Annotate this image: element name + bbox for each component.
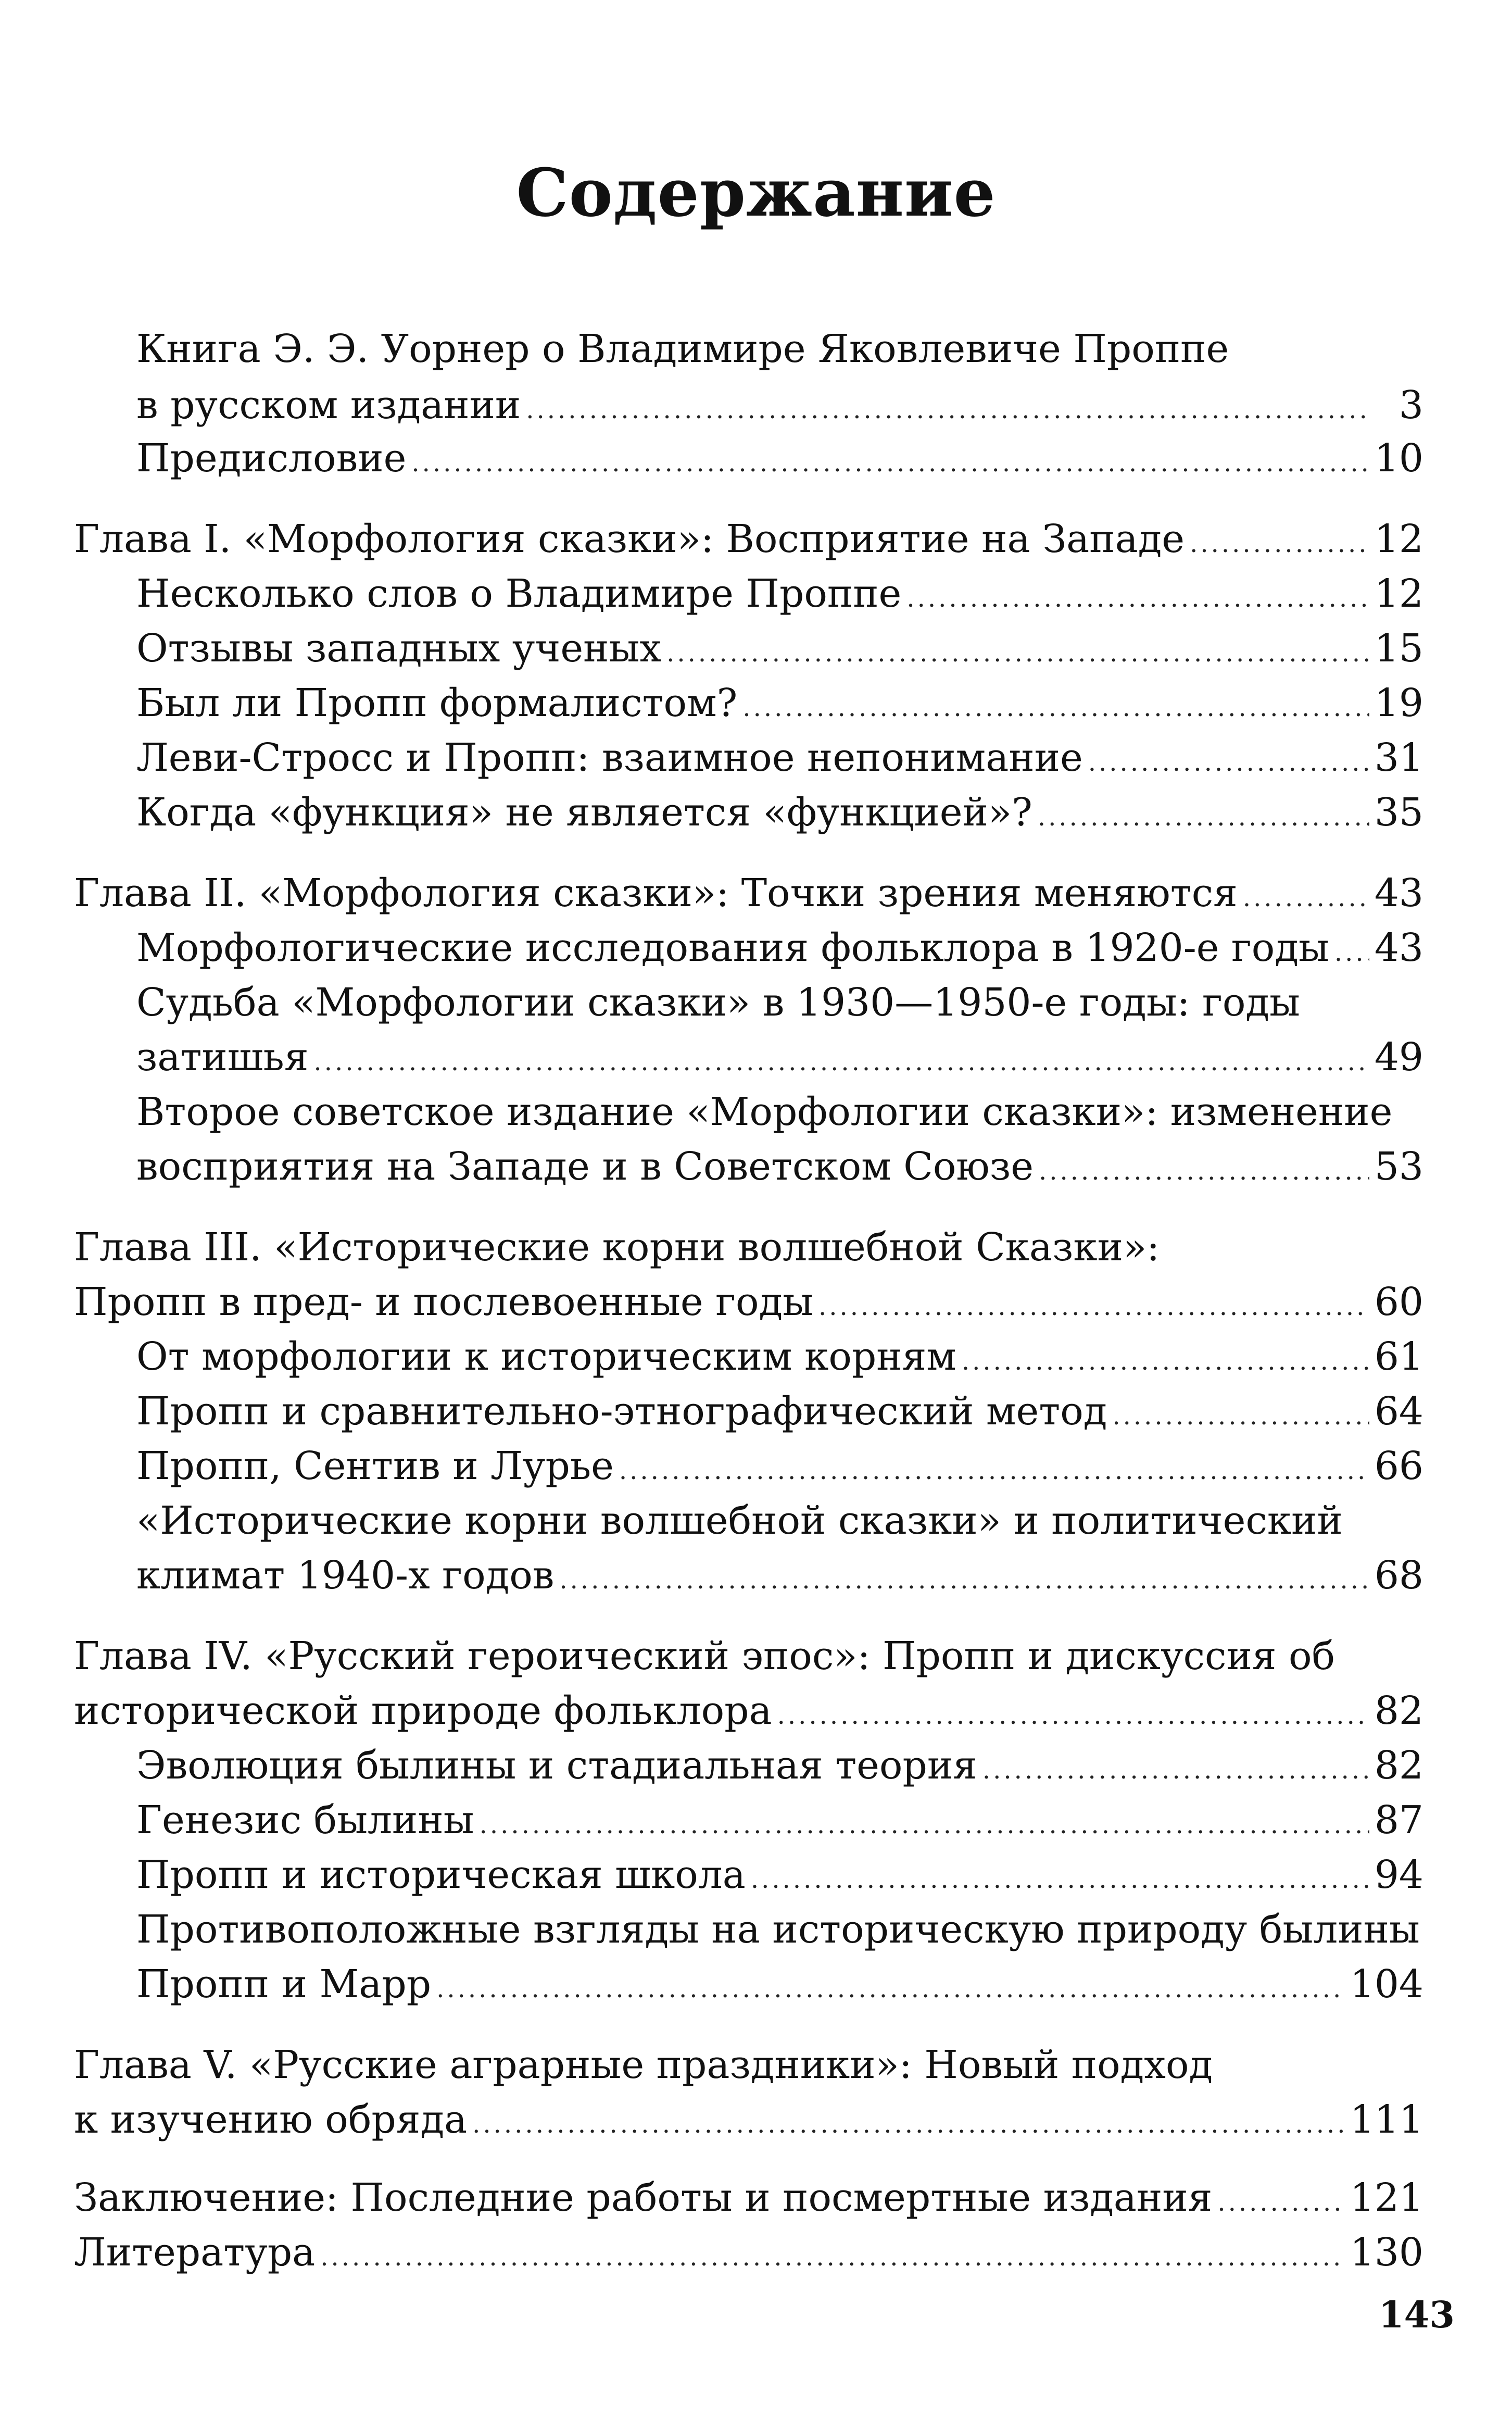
- leader-dots: [751, 1853, 1369, 1906]
- toc-page-number: 82: [1374, 1688, 1423, 1733]
- toc-entry-ch3-s4[interactable]: [136, 1549, 1423, 1606]
- leader-dots: [742, 682, 1369, 734]
- toc-entry-title: в русском издании: [136, 383, 521, 428]
- toc-entry-title: Предисловие: [136, 436, 407, 481]
- toc-page-number: 19: [1374, 681, 1423, 725]
- leader-dots: [1243, 872, 1369, 924]
- toc-page-number: 53: [1374, 1144, 1423, 1189]
- toc-page-number: 87: [1374, 1798, 1423, 1843]
- leader-dots: [480, 1799, 1369, 1851]
- toc-entry-ch3-s2[interactable]: [136, 1385, 1423, 1442]
- toc-entry-ch2-s2-line1: Судьба «Морфологии сказки» в 1930—1950-е годы: годы: [136, 980, 1300, 1025]
- toc-entry-literature[interactable]: [74, 2226, 1423, 2283]
- toc-entry-ch4-s5[interactable]: [136, 1958, 1423, 2015]
- leader-dots: [777, 1689, 1369, 1742]
- toc-chapter-4-line1: Глава IV. «Русский героический эпос»: Пропп и дискуссия об: [74, 1634, 1335, 1679]
- toc-chapter-3-line1: Глава III. «Исторические корни волшебной Сказки»:: [74, 1225, 1160, 1270]
- toc-entry-ch4-s3[interactable]: [136, 1849, 1423, 1906]
- toc-page-number: 3: [1398, 383, 1423, 428]
- leader-dots: [906, 572, 1369, 624]
- toc-entry-title: Морфологические исследования фольклора в 1920-е годы: [136, 925, 1329, 970]
- toc-entry-ch3-s4-line1: «Исторические корни волшебной сказки» и политический: [136, 1498, 1343, 1543]
- toc-entry-title: Пропп в пред- и послевоенные годы: [74, 1280, 813, 1324]
- toc-entry-ch1-s2[interactable]: [136, 622, 1423, 679]
- toc-page-number: 43: [1374, 871, 1423, 916]
- toc-entry-title: затишья: [136, 1035, 309, 1080]
- toc-chapter-2[interactable]: [74, 867, 1423, 924]
- toc-page-number: 10: [1374, 436, 1423, 481]
- leader-dots: [1038, 791, 1369, 843]
- toc-entry-title: Пропп и сравнительно-этнографический метод: [136, 1389, 1107, 1434]
- toc-entry-ch1-s4[interactable]: [136, 732, 1423, 788]
- toc-chapter-1[interactable]: [74, 513, 1423, 570]
- toc-entry-title: Литература: [74, 2230, 316, 2275]
- toc-page-number: 61: [1374, 1334, 1423, 1379]
- toc-entry-title: Отзывы западных ученых: [136, 626, 662, 671]
- toc-entry-preface[interactable]: [136, 432, 1423, 489]
- toc-page-number: 94: [1374, 1852, 1423, 1897]
- toc-entry-ch4-s2[interactable]: [136, 1794, 1423, 1851]
- toc-entry-title: Противоположные взгляды на историческую природу былины: [136, 1907, 1420, 1952]
- toc-page-number: 68: [1374, 1553, 1423, 1598]
- leader-dots: [472, 2098, 1345, 2150]
- toc-page-number: 15: [1374, 626, 1423, 671]
- toc-entry-title: Глава II. «Морфология сказки»: Точки зрения меняются: [74, 871, 1238, 916]
- toc-entry-ch2-s3-line1: Второе советское издание «Морфологии сказки»: изменение: [136, 1089, 1393, 1134]
- toc-page-number: 82: [1374, 1743, 1423, 1788]
- leader-dots: [436, 1963, 1345, 2015]
- leader-dots: [1039, 1145, 1369, 1197]
- toc-entry-intro[interactable]: [136, 379, 1423, 436]
- toc-entry-ch4-s1[interactable]: [136, 1739, 1423, 1796]
- toc-entry-title: Эволюция былины и стадиальная теория: [136, 1743, 977, 1788]
- toc-entry-title: к изучению обряда: [74, 2097, 468, 2142]
- toc-entry-ch1-s1[interactable]: [136, 568, 1423, 624]
- leader-dots: [526, 384, 1371, 436]
- toc-page-number: 64: [1374, 1389, 1423, 1434]
- toc-entry-title: Пропп и историческая школа: [136, 1852, 746, 1897]
- page-number: 143: [1378, 2293, 1455, 2336]
- toc-page-number: 35: [1374, 790, 1423, 835]
- leader-dots: [1217, 2176, 1344, 2228]
- toc-entry-conclusion[interactable]: [74, 2172, 1423, 2228]
- toc-page-number: 49: [1374, 1035, 1423, 1080]
- toc-entry-ch4-s4[interactable]: [136, 1903, 1423, 1960]
- toc-chapter-5[interactable]: [74, 2094, 1423, 2150]
- toc-page-number: 104: [1350, 1962, 1423, 2007]
- toc-entry-ch1-s5[interactable]: [136, 786, 1423, 843]
- toc-entry-title: Пропп, Сентив и Лурье: [136, 1444, 614, 1488]
- toc-page-number: 121: [1350, 2175, 1423, 2220]
- toc-chapter-5-line1: Глава V. «Русские аграрные праздники»: Новый подход: [74, 2043, 1213, 2087]
- toc-chapter-3[interactable]: [74, 1276, 1423, 1333]
- toc-page-number: 43: [1374, 925, 1423, 970]
- leader-dots: [666, 627, 1369, 679]
- toc-page-number: 111: [1350, 2097, 1423, 2142]
- leader-dots: [818, 1281, 1369, 1333]
- leader-dots: [320, 2231, 1344, 2283]
- leader-dots: [1334, 926, 1369, 979]
- toc-entry-title: климат 1940-х годов: [136, 1553, 555, 1598]
- leader-dots: [559, 1554, 1369, 1606]
- leader-dots: [962, 1335, 1369, 1387]
- leader-dots: [314, 1036, 1369, 1088]
- toc-entry-title: Глава I. «Морфология сказки»: Восприятие на Западе: [74, 517, 1185, 561]
- toc-page-number: 130: [1350, 2230, 1423, 2275]
- toc-page-number: 12: [1374, 571, 1423, 616]
- toc-entry-title: Когда «функция» не является «функцией»?: [136, 790, 1032, 835]
- toc-entry-ch2-s3[interactable]: [136, 1141, 1423, 1197]
- toc-entry-title: восприятия на Западе и в Советском Союзе: [136, 1144, 1034, 1189]
- toc-page-number: 66: [1374, 1444, 1423, 1488]
- toc-entry-title: Пропп и Марр: [136, 1962, 432, 2007]
- toc-entry-title: Заключение: Последние работы и посмертные издания: [74, 2175, 1213, 2220]
- toc-entry-title: исторической природе фольклора: [74, 1688, 772, 1733]
- page-title: Содержание: [516, 154, 996, 231]
- toc-entry-ch3-s3[interactable]: [136, 1440, 1423, 1497]
- toc-entry-title: От морфологии к историческим корням: [136, 1334, 956, 1379]
- toc-entry-title: Генезис былины: [136, 1798, 474, 1843]
- toc-entry-title: Несколько слов о Владимире Проппе: [136, 571, 902, 616]
- toc-entry-title: Леви-Стросс и Пропп: взаимное непонимание: [136, 735, 1083, 780]
- toc-entry-ch1-s3[interactable]: [136, 677, 1423, 734]
- toc-page-number: 60: [1374, 1280, 1423, 1324]
- toc-entry-title: Был ли Пропп формалистом?: [136, 681, 738, 725]
- leader-dots: [1088, 736, 1369, 788]
- leader-dots: [1190, 518, 1369, 570]
- toc-entry-ch3-s1[interactable]: [136, 1331, 1423, 1387]
- toc-chapter-4[interactable]: [74, 1685, 1423, 1742]
- toc-page-number: 31: [1374, 735, 1423, 780]
- leader-dots: [619, 1445, 1369, 1497]
- leader-dots: [982, 1744, 1369, 1796]
- leader-dots: [1112, 1390, 1369, 1442]
- toc-entry-ch2-s1[interactable]: [136, 922, 1423, 979]
- toc-entry-ch2-s2[interactable]: [136, 1031, 1423, 1088]
- toc-page-number: 12: [1374, 517, 1423, 561]
- leader-dots: [411, 437, 1369, 489]
- toc-entry-intro-line1: Книга Э. Э. Уорнер о Владимире Яковлевиче Проппе: [136, 327, 1229, 371]
